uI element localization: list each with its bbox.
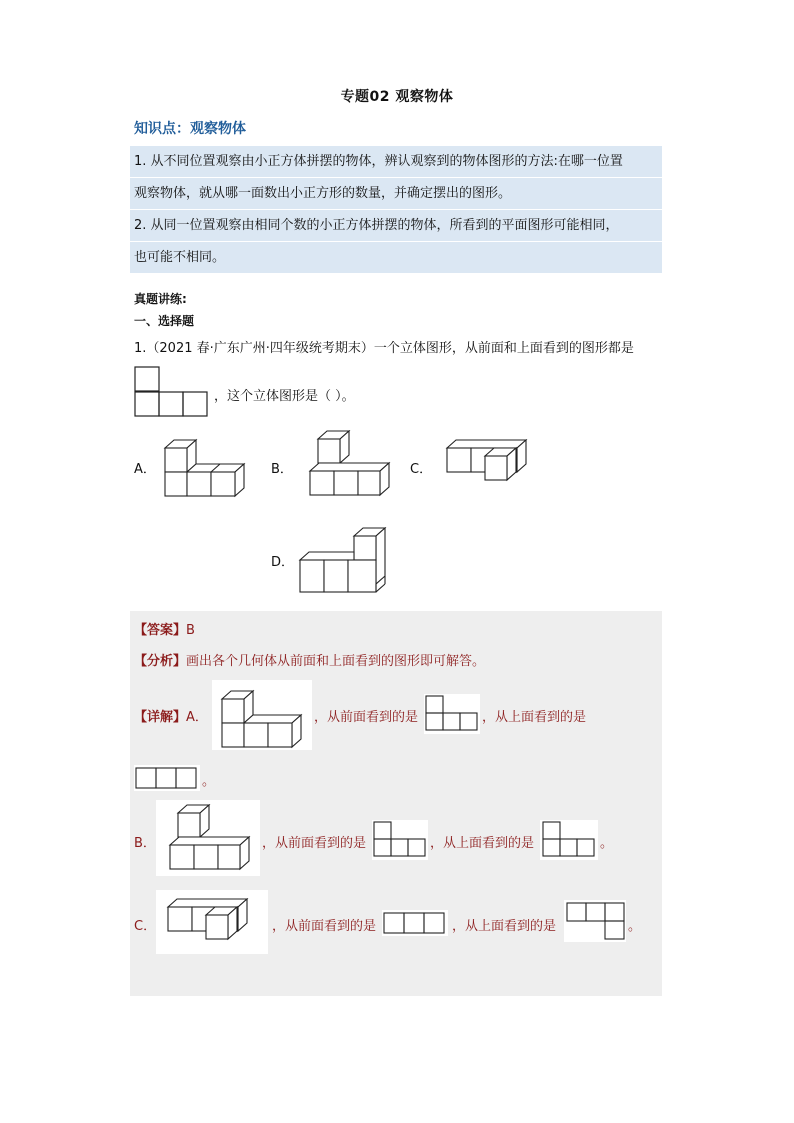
question-text: 1.（2021 春·广东广州·四年级统考期末）一个立体图形，从前面和上面看到的图形都是: [134, 341, 634, 356]
knowledge-line: 2. 从同一位置观察由相同个数的小正方体拼摆的物体，所看到的平面图形可能相同，: [130, 210, 662, 242]
section-heading: 一、选择题: [134, 314, 195, 328]
detail-b-front-text: ，从前面看到的是: [262, 836, 367, 851]
option-a-figure[interactable]: [163, 437, 247, 499]
knowledge-box: [130, 146, 662, 273]
detail-c-front-view: [382, 910, 448, 936]
detail-c-period: 。: [628, 919, 642, 934]
knowledge-line: 1. 从不同位置观察由小正方体拼摆的物体，辨认观察到的物体图形的方法:在哪一位置: [130, 146, 662, 178]
detail-a-figure: [220, 688, 304, 750]
option-d-label[interactable]: D．: [271, 555, 295, 570]
option-c-figure[interactable]: [445, 439, 529, 483]
detail-a-prefix: A．: [186, 710, 208, 725]
detail-a-line: [134, 706, 208, 725]
answer-label: 【答案】: [134, 623, 187, 638]
option-a-label[interactable]: A．: [134, 462, 156, 477]
detail-c-label: C．: [134, 919, 157, 934]
page-title: 专题02 观察物体: [340, 89, 454, 105]
detail-b-front-view: [372, 820, 428, 860]
option-c-label[interactable]: C．: [410, 462, 433, 477]
answer-value: B: [186, 623, 195, 638]
detail-c-top-view: [564, 900, 626, 942]
detail-c-figure: [166, 898, 250, 948]
detail-b-figure-box: [156, 800, 260, 876]
detail-a-period: 。: [202, 774, 216, 789]
knowledge-heading: 知识点：观察物体: [134, 121, 246, 137]
detail-b-label: B．: [134, 836, 156, 851]
detail-c-figure-box: [156, 890, 268, 954]
detail-c-front-text: ，从前面看到的是: [272, 919, 377, 934]
detail-b-figure: [168, 804, 252, 874]
option-d-figure[interactable]: [298, 527, 390, 595]
analysis-label: 【分析】: [134, 654, 187, 669]
knowledge-line: 观察物体，就从哪一面数出小正方形的数量，并确定摆出的图形。: [130, 178, 662, 210]
detail-a-top-text: ，从上面看到的是: [482, 710, 587, 725]
knowledge-line: 也可能不相同。: [134, 250, 226, 265]
detail-a-figure-box: [212, 680, 312, 750]
detail-b-period: 。: [600, 836, 614, 851]
detail-label: 【详解】: [134, 710, 187, 725]
detail-a-front-text: ，从前面看到的是: [314, 710, 419, 725]
view-figure-question: [134, 366, 212, 418]
answer-line: [134, 619, 195, 638]
detail-c-top-text: ，从上面看到的是: [452, 919, 557, 934]
detail-a-top-view: [134, 765, 200, 791]
option-b-label[interactable]: B．: [271, 462, 293, 477]
detail-a-front-view: [424, 694, 480, 734]
option-b-figure[interactable]: [308, 430, 392, 498]
analysis-line: [134, 650, 485, 669]
detail-b-top-view: [540, 820, 598, 860]
practice-heading: 真题讲练:: [134, 292, 187, 306]
analysis-text: 画出各个几何体从前面和上面看到的图形即可解答。: [186, 654, 486, 669]
detail-b-top-text: ，从上面看到的是: [430, 836, 535, 851]
question-text-2: ，这个立体图形是（ ）。: [214, 389, 355, 404]
